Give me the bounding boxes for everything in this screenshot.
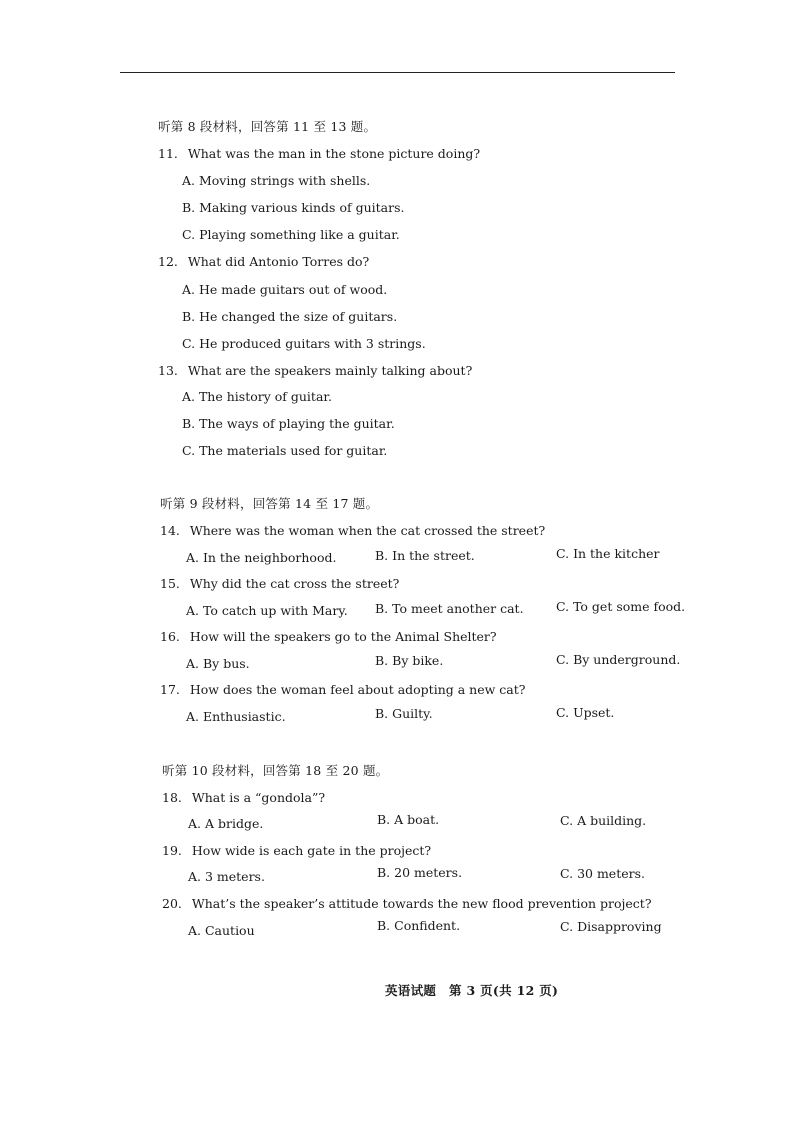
option-17-c: C. Upset.	[556, 705, 615, 720]
question-11	[158, 148, 480, 161]
question-stem: Where was the woman when the cat crossed the street?	[189, 523, 546, 538]
question-number: 14.	[160, 523, 180, 538]
option-11-b: B. Making various kinds of guitars.	[182, 200, 405, 215]
option-18-c: C. A building.	[560, 813, 647, 828]
question-stem: What’s the speaker’s attitude towards the new flood prevention project?	[191, 896, 652, 911]
option-11-c: C. Playing something like a guitar.	[182, 227, 400, 242]
option-16-b: B. By bike.	[375, 653, 444, 668]
option-20-c: C. Disapproving	[560, 919, 662, 934]
question-number: 15.	[160, 576, 180, 591]
option-13-a: A. The history of guitar.	[182, 389, 332, 404]
option-11-a: A. Moving strings with shells.	[182, 173, 371, 188]
option-18-b: B. A boat.	[377, 812, 440, 827]
question-17	[160, 684, 525, 697]
question-stem: How wide is each gate in the project?	[191, 843, 432, 858]
question-19	[162, 845, 431, 858]
option-12-a: A. He made guitars out of wood.	[182, 282, 388, 297]
option-15-a: A. To catch up with Mary.	[186, 603, 348, 618]
option-14-a: A. In the neighborhood.	[186, 550, 337, 565]
option-19-c: C. 30 meters.	[560, 866, 645, 881]
option-15-b: B. To meet another cat.	[375, 601, 524, 616]
section-heading-9: 听第 9 段材料，回答第 14 至 17 题。	[160, 496, 379, 511]
question-stem: How does the woman feel about adopting a new cat?	[189, 682, 526, 697]
question-stem: What is a “gondola”?	[191, 790, 326, 805]
question-number: 16.	[160, 629, 180, 644]
option-14-b: B. In the street.	[375, 548, 475, 563]
question-12	[158, 256, 369, 269]
question-number: 13.	[158, 363, 178, 378]
option-17-a: A. Enthusiastic.	[186, 709, 286, 724]
option-16-a: A. By bus.	[186, 656, 250, 671]
question-number: 20.	[162, 896, 182, 911]
option-16-c: C. By underground.	[556, 652, 681, 667]
page-footer: 英语试题 第 3 页(共 12 页)	[385, 983, 559, 998]
option-13-c: C. The materials used for guitar.	[182, 443, 388, 458]
question-number: 19.	[162, 843, 182, 858]
question-number: 17.	[160, 682, 180, 697]
option-12-c: C. He produced guitars with 3 strings.	[182, 336, 426, 351]
question-number: 11.	[158, 146, 178, 161]
option-12-b: B. He changed the size of guitars.	[182, 309, 398, 324]
option-20-a: A. Cautiou	[188, 923, 255, 938]
question-stem: How will the speakers go to the Animal Shelter?	[189, 629, 497, 644]
option-18-a: A. A bridge.	[188, 816, 264, 831]
option-14-c: C. In the kitcher	[556, 546, 660, 561]
question-14	[160, 525, 545, 538]
question-number: 18.	[162, 790, 182, 805]
option-19-b: B. 20 meters.	[377, 865, 463, 880]
question-stem: Why did the cat cross the street?	[189, 576, 400, 591]
question-15	[160, 578, 399, 591]
question-20	[162, 898, 652, 911]
option-13-b: B. The ways of playing the guitar.	[182, 416, 395, 431]
question-stem: What was the man in the stone picture doing?	[187, 146, 481, 161]
question-stem: What did Antonio Torres do?	[187, 254, 370, 269]
option-15-c: C. To get some food.	[556, 599, 686, 614]
section-heading-8: 听第 8 段材料，回答第 11 至 13 题。	[158, 119, 377, 134]
option-20-b: B. Confident.	[377, 918, 461, 933]
header-rule	[120, 72, 675, 73]
question-number: 12.	[158, 254, 178, 269]
question-18	[162, 792, 325, 805]
question-stem: What are the speakers mainly talking about?	[187, 363, 473, 378]
option-17-b: B. Guilty.	[375, 706, 433, 721]
section-heading-10: 听第 10 段材料，回答第 18 至 20 题。	[162, 763, 389, 778]
question-16	[160, 631, 497, 644]
option-19-a: A. 3 meters.	[188, 869, 265, 884]
question-13	[158, 365, 472, 378]
